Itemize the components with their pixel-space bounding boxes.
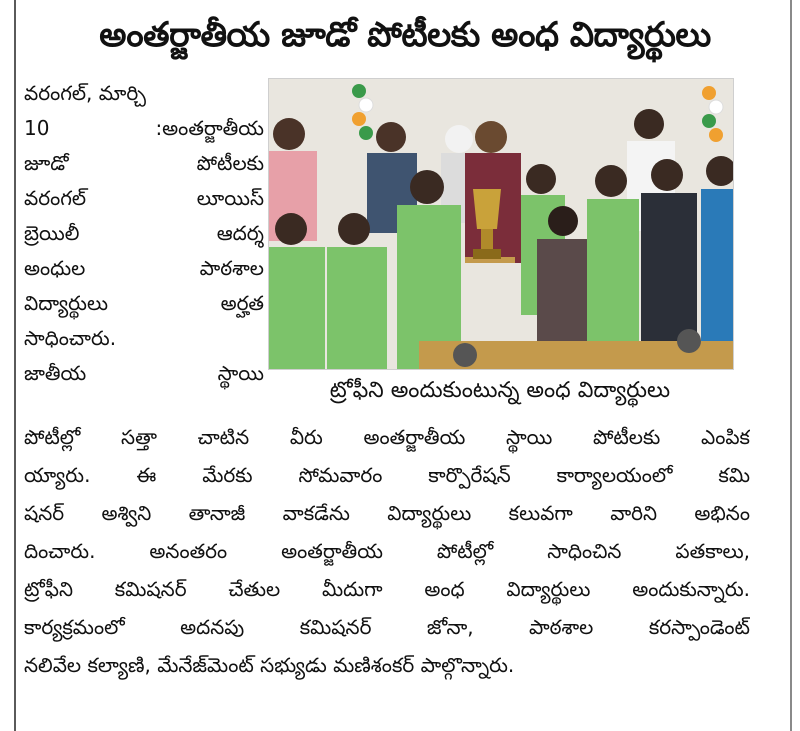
column-line: జూడో పోటీలకు [24, 151, 264, 175]
photo-illustration [269, 79, 733, 369]
column-line: వరంగల్ లూయిస్ [24, 186, 264, 210]
body-line: నలివేల కల్యాణి, మేనేజ్‌మెంట్ సభ్యుడు మణిశంకర్ పాల్గొన్నారు. [24, 653, 515, 677]
column-line: సాధించారు. [24, 326, 117, 350]
article-body [24, 418, 750, 684]
column-line: అంధుల పాఠశాల [24, 256, 264, 280]
right-border-rule [790, 0, 792, 731]
news-photo [268, 78, 734, 370]
column-line: 10 :అంతర్జాతీయ [24, 116, 264, 140]
column-line: జాతీయ స్థాయి [24, 361, 264, 385]
body-line: కార్యక్రమంలో అదనపు కమిషనర్ జోనా, పాఠశాల కరస్పాండెంట్ [24, 615, 750, 639]
left-border-rule [14, 0, 16, 731]
body-line: య్యారు. ఈ మేరకు సోమవారం కార్పొరేషన్ కార్యాలయంలో కమి [24, 463, 750, 487]
column-line: వరంగల్, మార్చి [24, 81, 146, 105]
body-line: షనర్ అశ్విని తానాజీ వాకడేను విద్యార్థులు కలువగా వారిని అభినం [24, 501, 750, 525]
photo-caption: ట్రోఫీని అందుకుంటున్న అంధ విద్యార్థులు [329, 378, 671, 403]
article-headline: అంతర్జాతీయ జూడో పోటీలకు అంధ విద్యార్థులు [99, 15, 711, 55]
body-line: పోటీల్లో సత్తా చాటిన వీరు అంతర్జాతీయ స్థాయి పోటీలకు ఎంపిక [24, 425, 750, 449]
column-line: బ్రెయిలీ ఆదర్శ [24, 221, 264, 245]
body-line: ట్రోఫీని కమిషనర్ చేతుల మీదుగా అంధ విద్యార్థులు అందుకున్నారు. [24, 577, 750, 601]
column-line: విద్యార్థులు అర్హత [24, 291, 264, 315]
intro-column [24, 76, 264, 391]
body-line: దించారు. అనంతరం అంతర్జాతీయ పోటీల్లో సాధించిన పతకాలు, [24, 539, 750, 563]
